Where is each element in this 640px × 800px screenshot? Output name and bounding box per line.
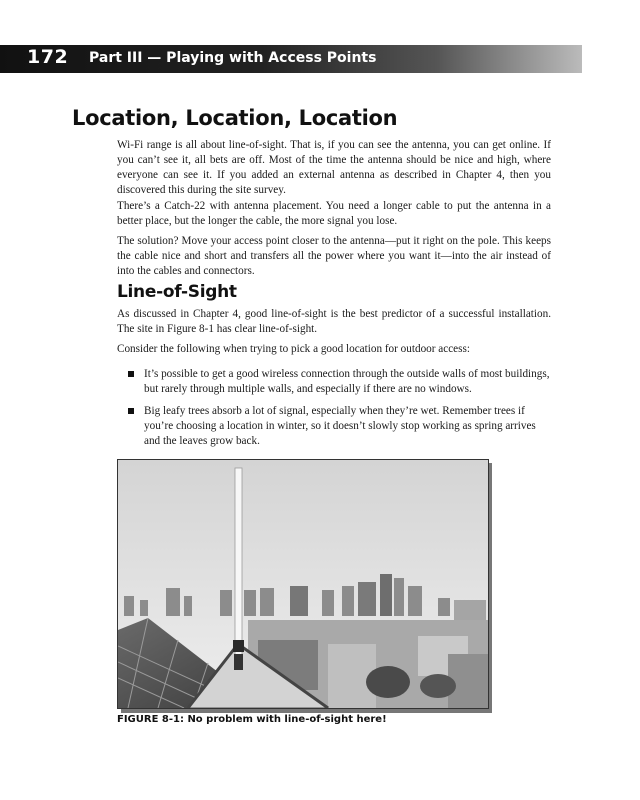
figure-photo bbox=[117, 459, 489, 709]
bullet-list bbox=[128, 367, 551, 456]
section-heading: Line-of-Sight bbox=[117, 282, 237, 302]
antenna-rooftop-photo bbox=[118, 460, 488, 708]
chapter-heading: Location, Location, Location bbox=[72, 106, 398, 130]
bullet-text: Big leafy trees absorb a lot of signal, especially when they’re wet. Remember trees if you’re choosing a location in winter, so it doesn’t slowly stop working as spring arrives and the leaves grow back. bbox=[144, 405, 536, 447]
body-paragraph: There’s a Catch-22 with antenna placement. You need a longer cable to put the antenna in a better place, but the longer the cable, the more signal you lose. bbox=[117, 200, 551, 227]
body-paragraph: Wi-Fi range is all about line-of-sight. That is, if you can see the antenna, you can get online. If you can’t see it, all bets are off. Most of the time the antenna should be nice and high, where everyone can see it. If you added an external antenna as described in Chapter 4, then you discovered this during the site survey. bbox=[117, 139, 551, 196]
square-bullet-icon bbox=[128, 408, 134, 414]
bullet-item bbox=[128, 404, 551, 449]
body-paragraph: As discussed in Chapter 4, good line-of-sight is the best predictor of a successful installation. The site in Figure 8-1 has clear line-of-sight. bbox=[117, 308, 551, 335]
figure-caption: FIGURE 8-1: No problem with line-of-sight here! bbox=[117, 714, 387, 725]
bullet-text: It’s possible to get a good wireless connection through the outside walls of most buildings, but rarely through multiple walls, and especially if there are no windows. bbox=[144, 368, 550, 395]
body-paragraph: Consider the following when trying to pick a good location for outdoor access: bbox=[117, 343, 470, 355]
page-number: 172 bbox=[27, 46, 69, 68]
square-bullet-icon bbox=[128, 371, 134, 377]
antenna-pole bbox=[235, 468, 242, 668]
body-paragraph: The solution? Move your access point closer to the antenna—put it right on the pole. This keeps the cable nice and short and transfers all the power where you want it—into the air instead of into the cables and connectors. bbox=[117, 235, 551, 277]
bullet-item bbox=[128, 367, 551, 397]
running-head: Part III — Playing with Access Points bbox=[89, 50, 377, 66]
